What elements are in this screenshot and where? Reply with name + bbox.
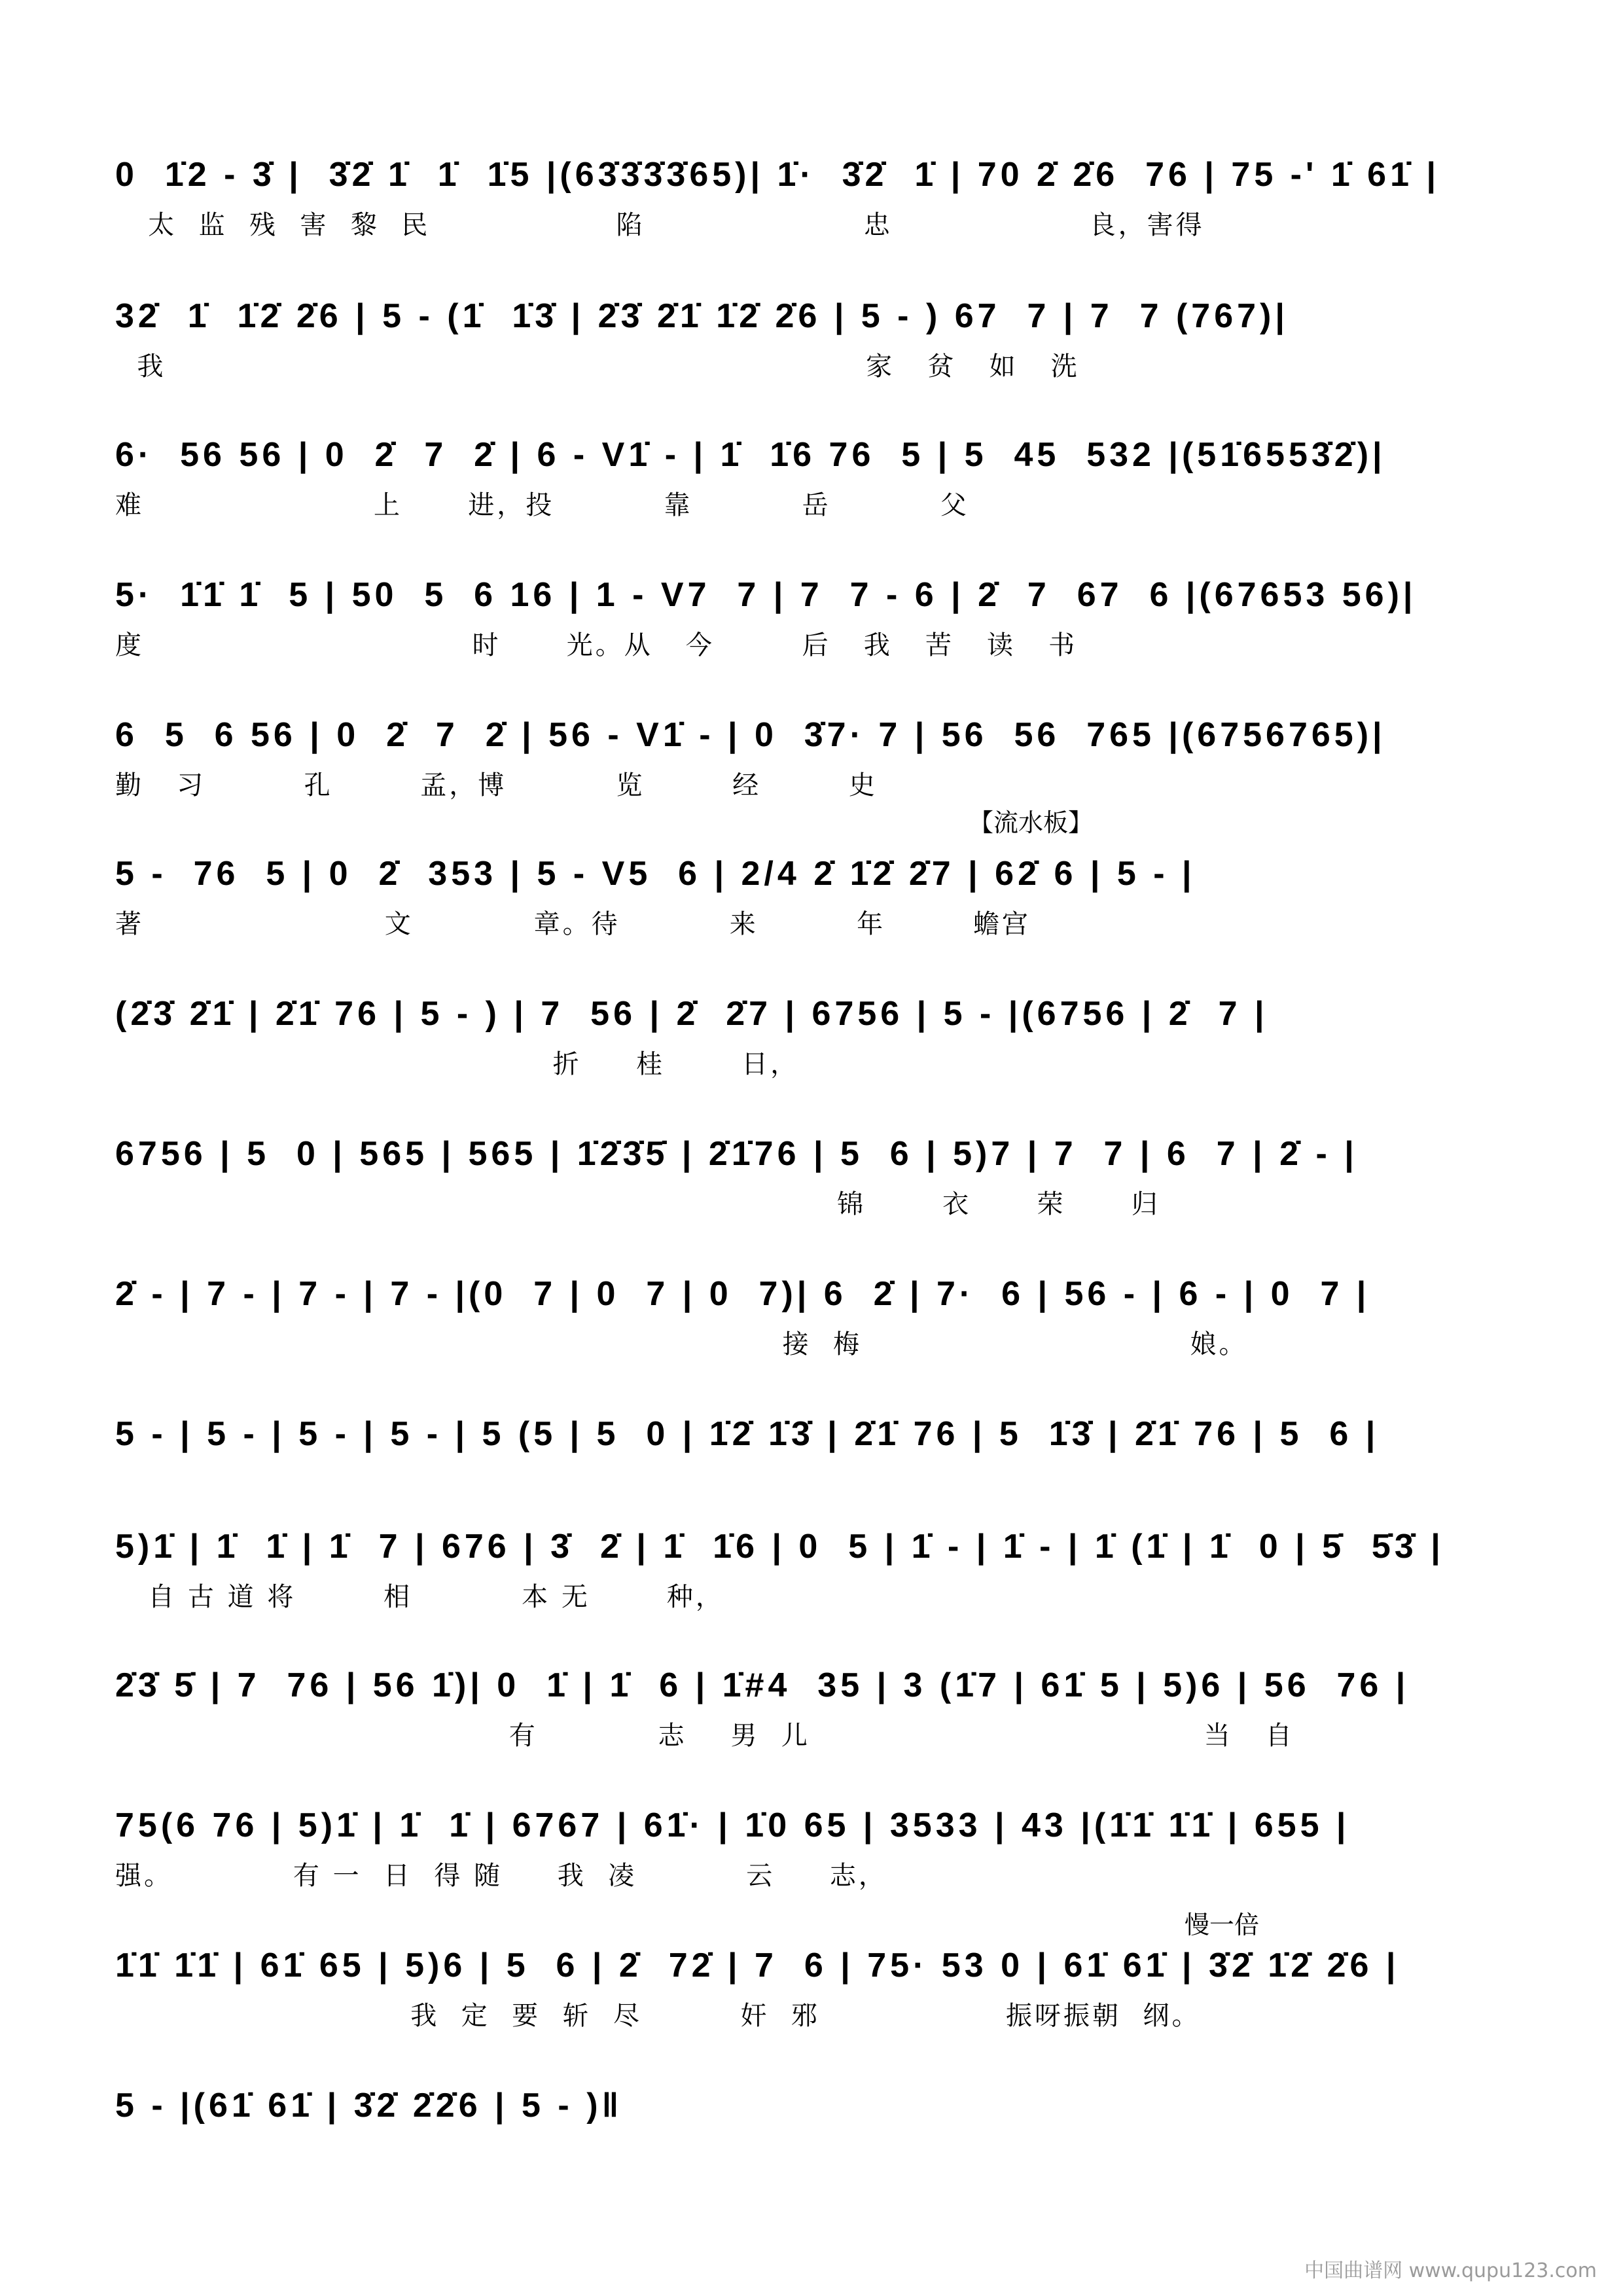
lyrics-line bbox=[115, 2136, 1542, 2176]
lyrics-line: 锦 衣 荣 归 bbox=[115, 1189, 1160, 1219]
notation-line: 2̇ - | 7 - | 7 - | 7 - |(0 7 | 0 7 | 0 7)| 6 2̇ | 7· 6 | 56 - | 6 - | 0 7 | bbox=[115, 1275, 1370, 1313]
tempo-marking-liushui: 【流水板】 bbox=[969, 808, 1094, 837]
notation-line: 5 - |(61̇ 61̇ | 3̇2̇ 2̇2̇6 | 5 - )‖ bbox=[115, 2087, 623, 2125]
lyrics-line: 接 梅 娘。 bbox=[115, 1329, 1248, 1359]
lyrics-line: 著 文 章。待 来 年 蟾宫 bbox=[115, 909, 1031, 939]
notation-line: 32̇ 1̇ 1̇2̇ 2̇6 | 5 - (1̇ 1̇3̇ | 2̇3̇ 2̇1̇ 1̇2̇ 2̇6 | 5 - ) 67 7 | 7 7 (767)| bbox=[115, 297, 1289, 335]
lyrics-line: 勤 习 孔 孟，博 览 经 史 bbox=[115, 770, 878, 800]
lyrics-line: 强。 有 一 日 得 随 我 凌 云 志， bbox=[115, 1861, 887, 1891]
notation-line: 1̇1̇ 1̇1̇ | 61̇ 65 | 5)6 | 5 6 | 2̇ 72̇ | 7 6 | 75· 53 0 | 61̇ 61̇ | 3̇2̇ 1̇2̇ 2̇6 | bbox=[115, 1946, 1400, 1984]
lyrics-line: 我 家 贫 如 洗 bbox=[115, 351, 1080, 382]
tempo-marking-slower: 慢一倍 bbox=[1185, 1910, 1260, 1939]
notation-line: 6756 | 5 0 | 565 | 565 | 1̇2̇3̇5̇ | 2̇1̇76 | 5 6 | 5)7 | 7 7 | 6 7 | 2̇ - | bbox=[115, 1135, 1358, 1173]
lyrics-line: 我 定 要 斩 尽 奸 邪 振呀振朝 纲。 bbox=[115, 2001, 1201, 2031]
lyrics-line bbox=[115, 1465, 1542, 1504]
lyrics-line: 折 桂 日， bbox=[115, 1049, 800, 1079]
lyrics-line: 难 上 进，投 靠 岳 父 bbox=[115, 490, 969, 520]
notation-line: 75(6 76 | 5)1̇ | 1̇ 1̇ | 6767 | 61̇· | 1̇0 65 | 3533 | 43 |(1̇1̇ 1̇1̇ | 655 | bbox=[115, 1806, 1350, 1844]
notation-line: 6· 56 56 | 0 2̇ 7 2̇ | 6 - V1̇ - | 1̇ 1̇6 76 5 | 5 45 532 |(51̇6553̇2̇)| bbox=[115, 436, 1386, 474]
notation-line: 6 5 6 56 | 0 2̇ 7 2̇ | 56 - V1̇ - | 0 3̇7· 7 | 56 56 765 |(6756765)| bbox=[115, 716, 1386, 754]
lyrics-line: 度 时 光。从 今 后 我 苦 读 书 bbox=[115, 630, 1078, 660]
lyrics-line: 有 志 男 儿 当 自 bbox=[115, 1721, 1294, 1751]
notation-line: (2̇3̇ 2̇1̇ | 2̇1̇ 76 | 5 - ) | 7 56 | 2̇ 2̇7 | 6756 | 5 - |(6756 | 2̇ 7 | bbox=[115, 995, 1268, 1033]
notation-line: 5)1̇ | 1̇ 1̇ | 1̇ 7 | 676 | 3̇ 2̇ | 1̇ 1̇6 | 0 5 | 1̇ - | 1̇ - | 1̇ (1̇ | 1̇ 0 | 5̇ 5̇3̇ | bbox=[115, 1528, 1444, 1566]
lyrics-line: 太 监 残 害 黎 民 陷 忠 良，害得 bbox=[115, 210, 1205, 240]
notation-line: 2̇3̇ 5̇ | 7 76 | 56 1̇)| 0 1̇ | 1̇ 6 | 1̇#4 35 | 3 (1̇7 | 61̇ 5 | 5)6 | 56 76 | bbox=[115, 1666, 1410, 1704]
lyrics-line: 自 古 道 将 相 本 无 种， bbox=[115, 1582, 724, 1612]
notation-line: 0 1̇2 - 3̇ | 3̇2̇ 1̇ 1̇ 1̇5 |(63̇3̇3̇3̇65)| 1̇· 3̇2̇ 1̇ | 70 2̇ 2̇6 76 | 75 -' 1̇ 61̇ | bbox=[115, 156, 1440, 194]
notation-line: 5· 1̇1̇ 1̇ 5 | 50 5 6 16 | 1 - V7 7 | 7 7 - 6 | 2̇ 7 67 6 |(67653 56)| bbox=[115, 576, 1417, 614]
notation-line: 5 - | 5 - | 5 - | 5 - | 5 (5 | 5 0 | 1̇2̇ 1̇3̇ | 2̇1̇ 76 | 5 1̇3̇ | 2̇1̇ 76 | 5 6 | bbox=[115, 1415, 1380, 1453]
site-watermark: 中国曲谱网 www.qupu123.com bbox=[1304, 2259, 1597, 2282]
score-system-15 bbox=[115, 2076, 1542, 2246]
notation-line: 5 - 76 5 | 0 2̇ 353 | 5 - V5 6 | 2/4 2̇ 1̇2̇ 2̇7 | 62̇ 6 | 5 - | bbox=[115, 855, 1196, 893]
